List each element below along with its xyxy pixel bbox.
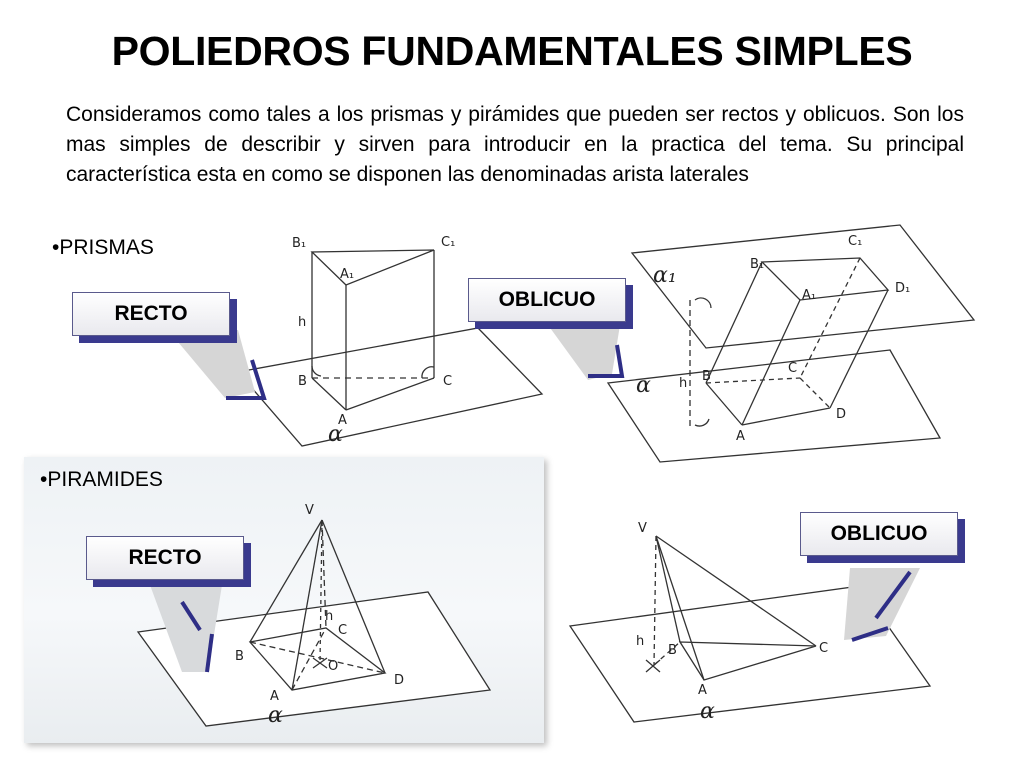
right-prism-figure	[238, 235, 542, 447]
label-b1: B₁	[750, 257, 765, 272]
label-d: D	[836, 407, 847, 422]
label-h: h	[325, 609, 334, 624]
label-o: O	[328, 659, 339, 674]
prismas-heading: •PRISMAS	[52, 236, 154, 259]
label-c1: C₁	[848, 234, 863, 249]
oblique-prism-figure	[608, 225, 974, 462]
label-c: C	[443, 374, 453, 389]
label-b: B	[235, 649, 244, 664]
label-a1: A₁	[340, 267, 355, 282]
prisma-recto-button[interactable]: RECTO	[72, 292, 230, 336]
label-d1: D₁	[895, 281, 911, 296]
label-a1: A₁	[802, 288, 817, 303]
label-a: A	[698, 683, 707, 698]
label-h: h	[298, 315, 307, 330]
page-title: POLIEDROS FUNDAMENTALES SIMPLES	[111, 28, 913, 74]
piramide-oblicuo-button[interactable]: OBLICUO	[800, 512, 958, 556]
label-alpha: α	[328, 422, 343, 447]
label-v: V	[305, 503, 314, 518]
label-b1: B₁	[292, 236, 307, 251]
label-alpha: α	[268, 703, 283, 728]
label-a: A	[270, 689, 279, 704]
label-h: h	[636, 634, 645, 649]
label-c: C	[338, 623, 348, 638]
label-a: A	[736, 429, 745, 444]
label-d: D	[394, 673, 405, 688]
label-b: B	[668, 643, 677, 658]
piramide-recto-button[interactable]: RECTO	[86, 536, 244, 580]
label-alpha1: α₁	[653, 263, 677, 288]
label-v: V	[638, 521, 647, 536]
label-alpha: α	[700, 699, 715, 724]
label-c: C	[819, 641, 829, 656]
label-a: A	[338, 413, 347, 428]
label-alpha: α	[636, 373, 651, 398]
piramides-heading: •PIRAMIDES	[40, 468, 163, 491]
label-h: h	[679, 376, 688, 391]
intro-paragraph: Consideramos como tales a los prismas y pirámides que pueden ser rectos y oblicuos. Son los mas simples de describir y sirven para introducir en la practica del tema. Su principal característica esta en como se disponen las denominadas arista laterales	[66, 103, 964, 186]
label-c1: C₁	[441, 235, 456, 250]
label-b: B	[702, 369, 711, 384]
prisma-oblicuo-button[interactable]: OBLICUO	[468, 278, 626, 322]
label-c: C	[788, 361, 798, 376]
label-b: B	[298, 374, 307, 389]
